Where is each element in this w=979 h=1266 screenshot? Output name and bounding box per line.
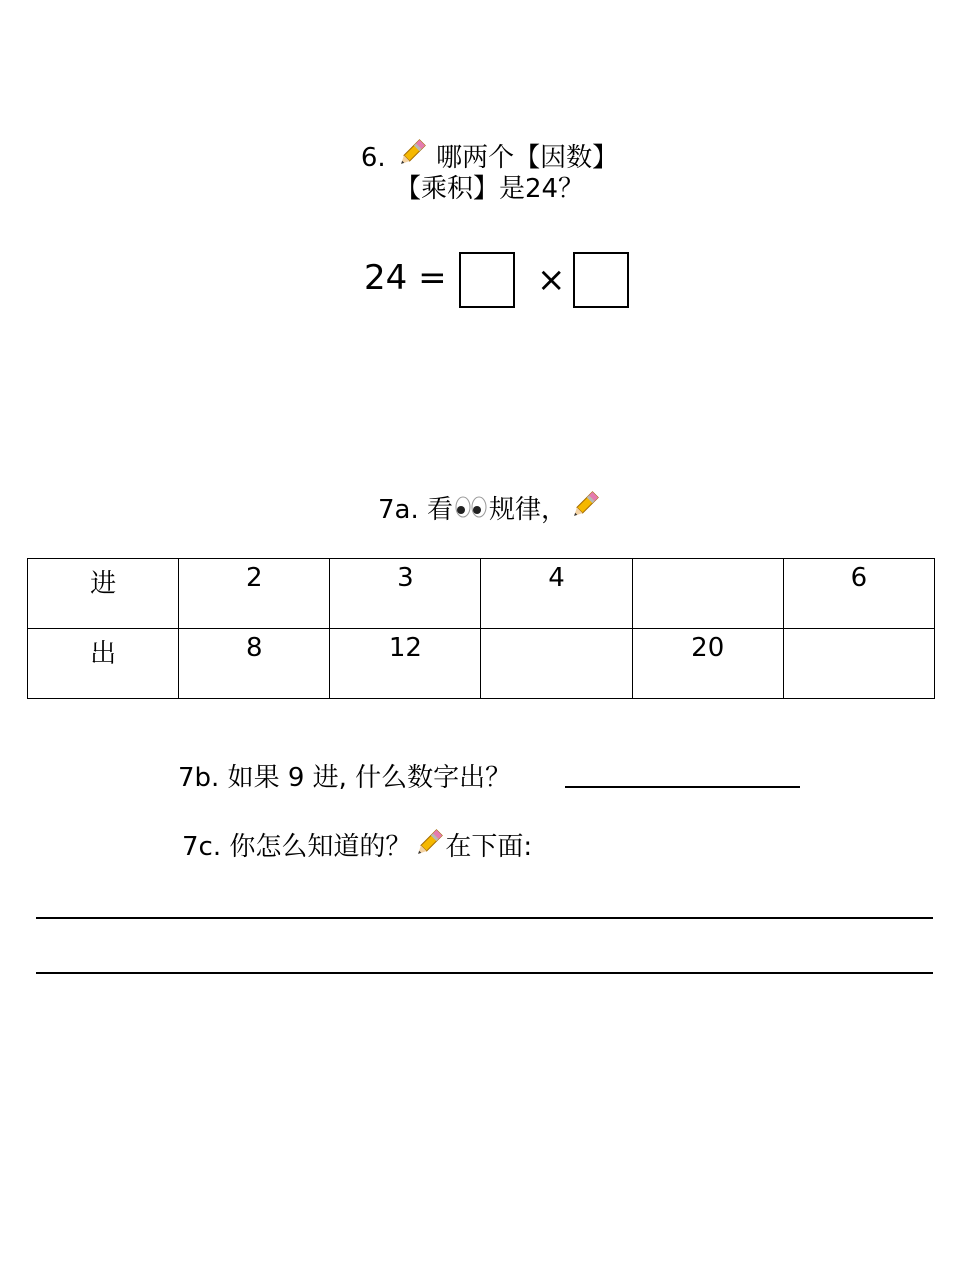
- equation-left: 24 =: [364, 258, 447, 298]
- question-6-number: 6.: [360, 143, 386, 173]
- table-cell-blank[interactable]: [481, 629, 632, 699]
- table-cell: 2: [179, 559, 330, 629]
- table-cell: 进: [28, 559, 179, 629]
- table-cell: 6: [783, 559, 934, 629]
- factor-answer-box-1[interactable]: [459, 252, 515, 308]
- question-7c-prefix: 7c. 你怎么知道的？: [182, 832, 412, 862]
- pencil-icon: [411, 828, 445, 867]
- question-6-prompt: 哪两个【因数】: [436, 143, 619, 173]
- answer-7c-line-1[interactable]: [36, 895, 933, 919]
- question-7a-middle: 规律，: [489, 495, 568, 525]
- question-7a-prefix: 7a. 看: [377, 495, 453, 525]
- table-cell: 8: [179, 629, 330, 699]
- question-7c: [182, 826, 532, 867]
- question-7a: [0, 490, 979, 531]
- table-row-in: [28, 559, 935, 629]
- table-cell: 12: [330, 629, 481, 699]
- answer-7c-line-2[interactable]: [36, 950, 933, 974]
- table-cell: 出: [28, 629, 179, 699]
- factor-answer-box-2[interactable]: [573, 252, 629, 308]
- pencil-icon: [567, 490, 601, 531]
- table-cell: 3: [330, 559, 481, 629]
- table-cell-blank[interactable]: [632, 559, 783, 629]
- table-cell-blank[interactable]: [783, 629, 934, 699]
- times-symbol: ×: [537, 260, 566, 300]
- question-7b: 7b. 如果 9 进, 什么数字出？: [178, 763, 512, 793]
- question-6-line-2: 【乘积】是24？: [394, 174, 585, 204]
- factor-equation: [0, 250, 979, 310]
- in-out-table: [27, 558, 935, 699]
- table-row-out: [28, 629, 935, 699]
- table-cell: 4: [481, 559, 632, 629]
- answer-7b-line[interactable]: [565, 764, 800, 788]
- table-cell: 20: [632, 629, 783, 699]
- question-7c-suffix: 在下面:: [445, 832, 533, 862]
- eyes-icon: [453, 494, 489, 528]
